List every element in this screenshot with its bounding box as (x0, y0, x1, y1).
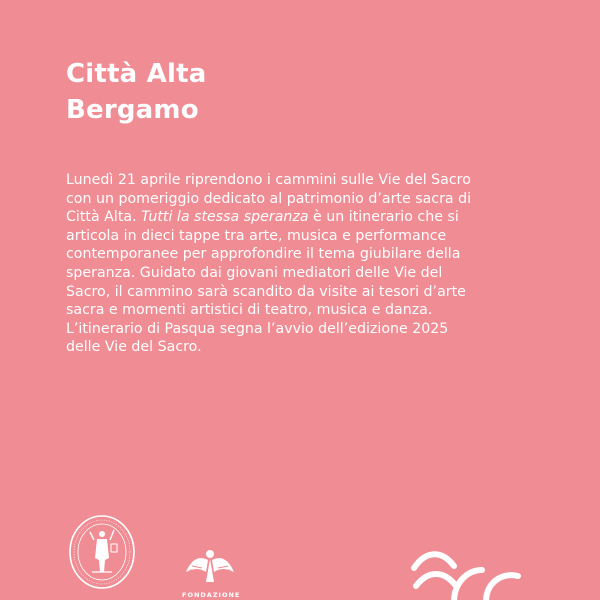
title-line-town: Bergamo (66, 95, 199, 125)
description-italic-title: Tutti la stessa speranza (141, 209, 309, 226)
title-line-city: Città Alta (66, 59, 207, 89)
angel-logo-icon (182, 546, 238, 586)
page-title (66, 56, 206, 128)
description-paragraph (66, 171, 486, 357)
angel-logo (182, 546, 241, 600)
arcs-logo-icon (410, 546, 526, 600)
seal-logo-icon (68, 514, 136, 590)
description-part-2: è un itinerario che si articola in dieci tappe tra arte, musica e performance contemporanee per approfondire il tema giubilare della speranza. Guidato dai giovani mediatori delle Vie del Sacro, il cammino sarà scandito da visite ai tesori d’arte sacra e momenti artistici di teatro, musica e danza. L’itinerario di Pasqua segna l’avvio dell’edizione 2025 delle Vie del Sacro. (66, 209, 466, 356)
angel-logo-label: FONDAZIONE (182, 591, 241, 599)
description-part-1: Lunedì 21 aprile riprendono i cammini sulle Vie del Sacro con un pomeriggio dedicato al patrimonio d’arte sacra di Città Alta. (66, 172, 472, 226)
